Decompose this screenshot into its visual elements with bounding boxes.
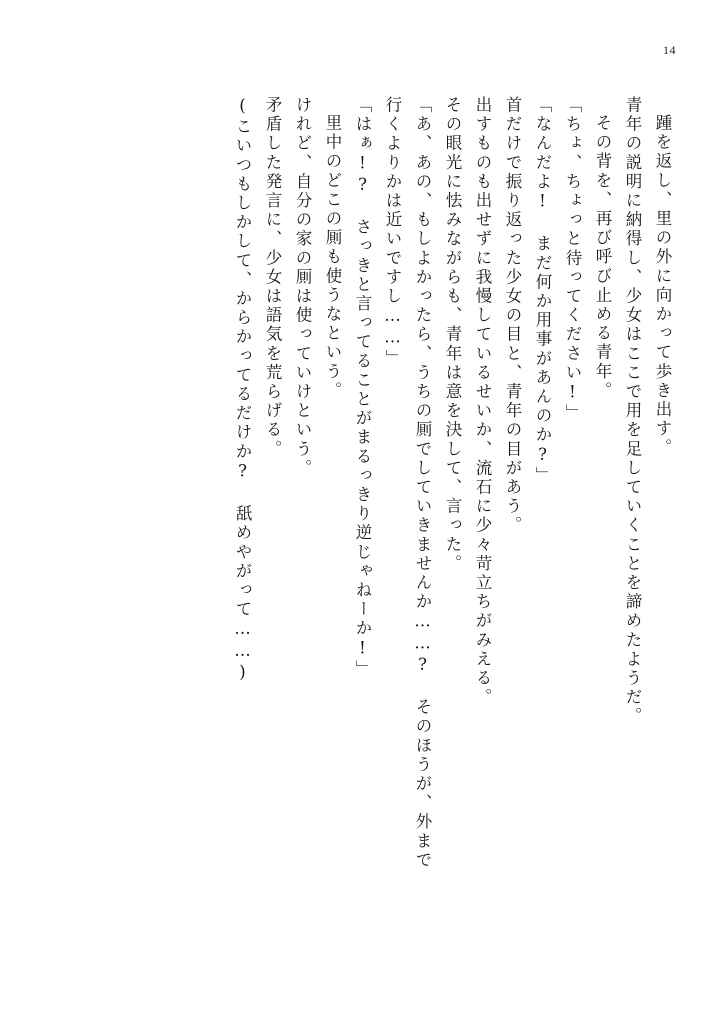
text-line: 青年の説明に納得し、少女はここで用を足していくことを諦めたようだ。 [623,96,642,727]
text-line: 「あ、あの、もしよかったら、うちの厠でしていきませんか……? そのほうが、外まで [413,96,432,870]
text-line: 矛盾した発言に、少女は語気を荒らげる。 [263,96,282,459]
page-number: 14 [663,43,676,57]
text-line: 踵を返し、里の外に向かって歩き出す。 [653,114,672,458]
text-line: 出すものも出せずに我慢しているせいか、流石に少々苛立ちがみえる。 [473,96,492,708]
text-line: 首だけで振り返った少女の目と、青年の目があう。 [503,96,522,536]
text-line: けれど、自分の家の厠は使っていけという。 [293,96,312,478]
text-line: 「はぁ!? さっきと言ってることがまるっきり逆じゃねーか!」 [353,96,372,679]
text-line: 里中のどこの厠も使うなという。 [323,114,342,401]
vertical-text-body [220,96,670,926]
text-line: その眼光に怯みながらも、青年は意を決して、言った。 [443,96,462,574]
text-line: (こいつもしかして、からかってるだけか? 舐めやがって……) [233,96,252,684]
text-line: 行くよりかは近いですし……」 [383,96,402,369]
text-line: その背を、再び呼び止める青年。 [593,114,612,401]
text-line: 「なんだよ! まだ何か用事があんのか?」 [533,96,552,486]
text-line: 「ちょ、ちょっと待ってください!」 [563,96,582,424]
